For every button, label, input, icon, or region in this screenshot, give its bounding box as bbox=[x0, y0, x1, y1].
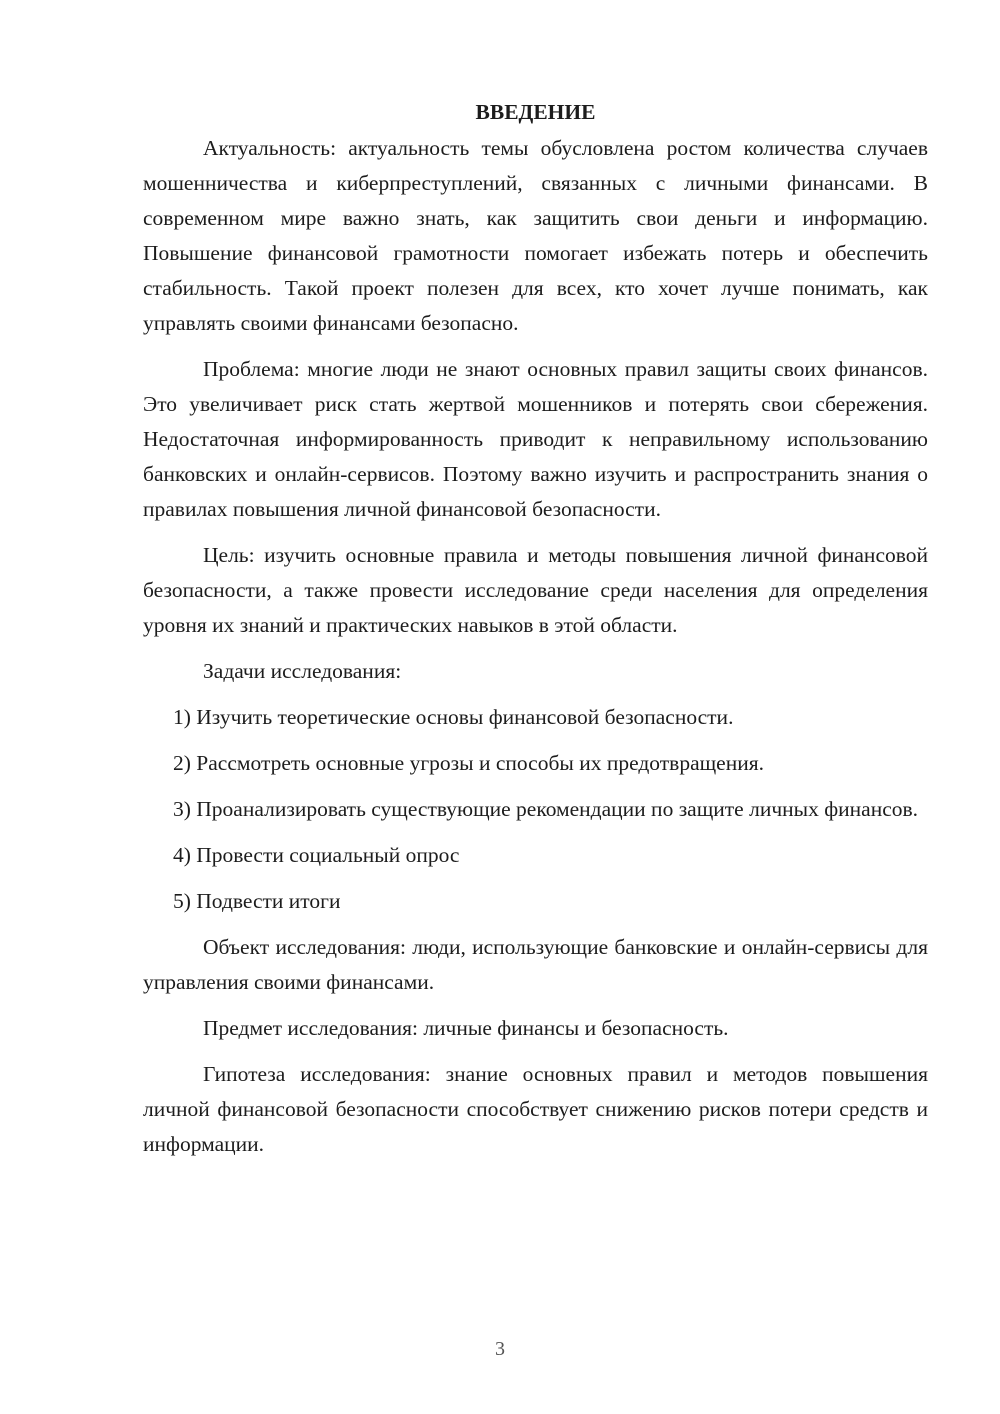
task-item-5: 5) Подвести итоги bbox=[173, 889, 341, 913]
page-content bbox=[143, 93, 928, 1173]
paragraph-problem: Проблема: многие люди не знают основных правил защиты своих финансов. Это увеличивает риск стать жертвой мошенников и потерять свои сбережения. Недостаточная информированность приводит к неправильному использованию банковских и онлайн-сервисов. Поэтому важно изучить и распространить знания о правилах повышения личной финансовой безопасности. bbox=[143, 357, 928, 521]
task-item-1: 1) Изучить теоретические основы финансовой безопасности. bbox=[173, 705, 734, 729]
task-item-2: 2) Рассмотреть основные угрозы и способы их предотвращения. bbox=[173, 751, 764, 775]
section-title: ВВЕДЕНИЕ bbox=[475, 100, 596, 124]
task-item-3: 3) Проанализировать существующие рекомендации по защите личных финансов. bbox=[173, 797, 919, 821]
paragraph-goal: Цель: изучить основные правила и методы повышения личной финансовой безопасности, а также провести исследование среди населения для определения уровня их знаний и практических навыков в этой области. bbox=[143, 543, 928, 637]
paragraph-subject: Предмет исследования: личные финансы и безопасность. bbox=[203, 1016, 729, 1040]
paragraph-hypothesis: Гипотеза исследования: знание основных правил и методов повышения личной финансовой безопасности способствует снижению рисков потери средств и информации. bbox=[143, 1062, 928, 1156]
page-number: 3 bbox=[495, 1338, 505, 1360]
tasks-heading: Задачи исследования: bbox=[203, 659, 402, 683]
paragraph-relevance: Актуальность: актуальность темы обусловлена ростом количества случаев мошенничества и киберпреступлений, связанных с личными финансами. В современном мире важно знать, как защитить свои деньги и информацию. Повышение финансовой грамотности помогает избежать потерь и обеспечить стабильность. Такой проект полезен для всех, кто хочет лучше понимать, как управлять своими финансами безопасно. bbox=[143, 136, 928, 335]
paragraph-object: Объект исследования: люди, использующие банковские и онлайн-сервисы для управления своими финансами. bbox=[143, 935, 928, 994]
task-item-4: 4) Провести социальный опрос bbox=[173, 843, 460, 867]
